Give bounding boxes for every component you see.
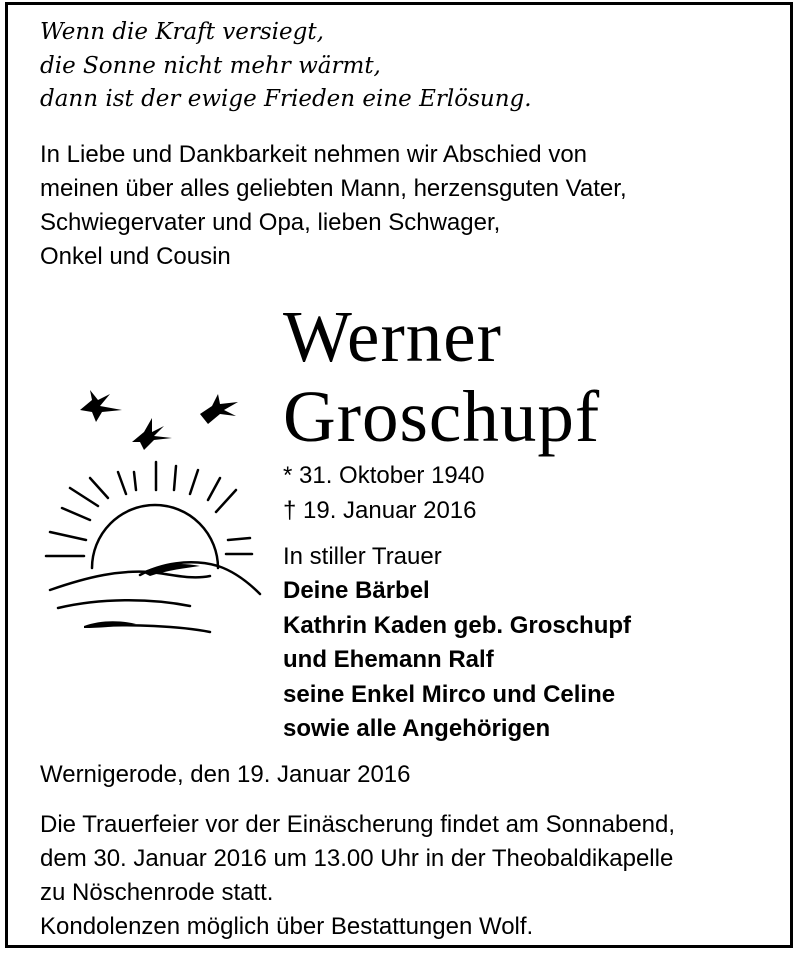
mourners-list <box>283 574 631 747</box>
mourner-name: Kathrin Kaden geb. Groschupf <box>283 611 632 639</box>
life-dates <box>283 458 484 528</box>
poem <box>40 16 532 117</box>
last-name: Groschupf <box>283 376 601 457</box>
deceased-name <box>283 297 600 457</box>
intro-line: meinen über alles geliebten Mann, herzensguten Vater, <box>40 175 627 202</box>
death-date: † 19. Januar 2016 <box>283 497 477 524</box>
poem-line: die Sonne nicht mehr wärmt, <box>40 52 381 79</box>
info-line: zu Nöschenrode statt. <box>40 879 274 906</box>
poem-line: Wenn die Kraft versiegt, <box>40 19 324 45</box>
bird-icon <box>80 390 122 422</box>
sunset-birds-icon <box>40 380 280 640</box>
intro-line: Onkel und Cousin <box>40 243 231 270</box>
mourner-name: und Ehemann Ralf <box>283 646 494 673</box>
mourner-name: sowie alle Angehörigen <box>283 715 551 742</box>
intro-line: In Liebe und Dankbarkeit nehmen wir Abschied von <box>40 141 588 168</box>
intro-line: Schwiegervater und Opa, lieben Schwager, <box>40 209 501 236</box>
info-line: Kondolenzen möglich über Bestattungen Wolf. <box>40 913 534 940</box>
info-line: Die Trauerfeier vor der Einäscherung findet am Sonnabend, <box>40 811 676 838</box>
bird-icon <box>132 418 172 450</box>
birth-date: * 31. Oktober 1940 <box>283 462 485 489</box>
intro-text <box>40 138 627 274</box>
mourner-name: Deine Bärbel <box>283 577 430 604</box>
place-date: Wernigerode, den 19. Januar 2016 <box>40 761 411 788</box>
first-name: Werner <box>283 296 502 377</box>
bird-icon <box>200 394 238 424</box>
info-line: dem 30. Januar 2016 um 13.00 Uhr in der Theobaldikapelle <box>40 845 674 872</box>
mourner-name: seine Enkel Mirco und Celine <box>283 680 616 708</box>
mourning-intro: In stiller Trauer <box>283 543 442 570</box>
funeral-info <box>40 808 675 944</box>
poem-line: dann ist der ewige Frieden eine Erlösung. <box>40 86 532 112</box>
